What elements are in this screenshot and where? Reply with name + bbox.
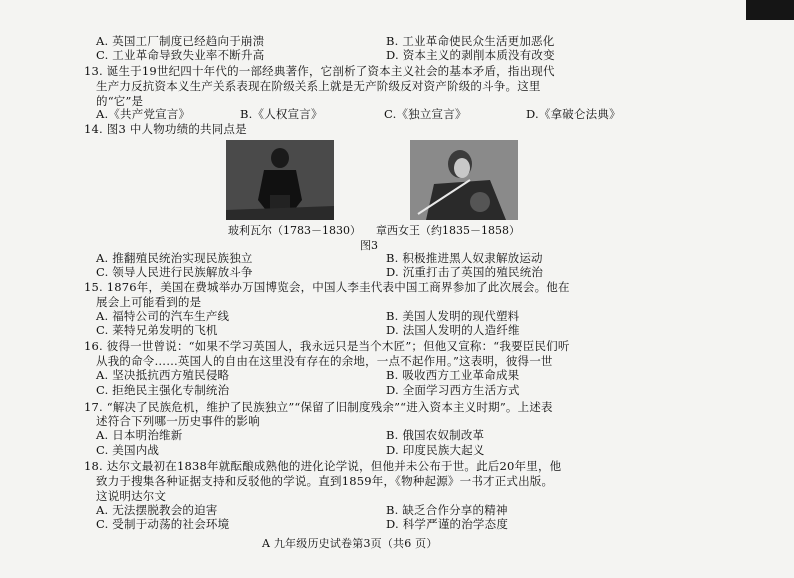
q17-stem-line-1: 17. “解决了民族危机，维护了民族独立”“保留了旧制度残余”“进入资本主义时期”。上述表 bbox=[84, 400, 553, 414]
q18-option-b: B. 缺乏合作分享的精神 bbox=[386, 503, 508, 517]
q12-option-d: D. 资本主义的剥削本质没有改变 bbox=[386, 48, 555, 62]
q16-stem-line-1: 16. 彼得一世曾说：“如果不学习英国人，我永远只是当个木匠”；但他又宣称：“我要臣民们听 bbox=[84, 339, 570, 353]
q13-stem-line-1: 13. 诞生于19世纪四十年代的一部经典著作，它剖析了资本主义社会的基本矛盾，指出现代 bbox=[84, 64, 555, 78]
q14-option-a: A. 推翻殖民统治实现民族独立 bbox=[96, 251, 253, 265]
q17-option-d: D. 印度民族大起义 bbox=[386, 443, 485, 457]
q15-option-b: B. 美国人发明的现代塑料 bbox=[386, 309, 520, 323]
q17-option-b: B. 俄国农奴制改革 bbox=[386, 428, 485, 442]
q13-option-d: D.《拿破仑法典》 bbox=[526, 107, 621, 121]
q13-option-b: B.《人权宣言》 bbox=[240, 107, 323, 121]
q17-option-c: C. 美国内战 bbox=[96, 443, 160, 457]
q13-option-c: C.《独立宣言》 bbox=[384, 107, 467, 121]
q14-stem: 14. 图3 中人物功绩的共同点是 bbox=[84, 122, 247, 136]
q17-stem-line-2: 述符合下列哪一历史事件的影响 bbox=[96, 414, 260, 428]
page-footer: A 九年级历史试卷第3页（共6 页） bbox=[262, 537, 438, 550]
q12-option-b: B. 工业革命使民众生活更加恶化 bbox=[386, 34, 555, 48]
q14-caption-bolivar: 玻利瓦尔（1783－1830） bbox=[228, 224, 361, 237]
q15-stem-line-1: 15. 1876年，美国在费城举办万国博览会，中国人李圭代表中国工商界参加了此次展会。他在 bbox=[84, 280, 570, 294]
q14-option-c: C. 领导人民进行民族解放斗争 bbox=[96, 265, 253, 279]
rani-of-jhansi-portrait bbox=[410, 140, 518, 220]
q15-option-d: D. 法国人发明的人造纤维 bbox=[386, 323, 520, 337]
q14-option-d: D. 沉重打击了英国的殖民统治 bbox=[386, 265, 544, 279]
q15-stem-line-2: 展会上可能看到的是 bbox=[96, 295, 202, 309]
scan-corner-mark bbox=[746, 0, 794, 20]
q16-option-b: B. 吸收西方工业革命成果 bbox=[386, 368, 520, 382]
q12-option-a: A. 英国工厂制度已经趋向于崩溃 bbox=[96, 34, 265, 48]
q18-option-c: C. 受制于动荡的社会环境 bbox=[96, 517, 230, 531]
q14-caption-rani: 章西女王（约1835－1858） bbox=[376, 224, 520, 237]
q17-option-a: A. 日本明治维新 bbox=[96, 428, 183, 442]
q18-option-d: D. 科学严谨的治学态度 bbox=[386, 517, 509, 531]
q18-stem-line-2: 致力于搜集各种证据支持和反驳他的学说。直到1859年，《物种起源》一书才正式出版。 bbox=[96, 474, 554, 488]
q13-stem-line-3: 的“它”是 bbox=[96, 94, 144, 108]
q16-option-c: C. 拒绝民主强化专制统治 bbox=[96, 383, 230, 397]
q14-figure-label: 图3 bbox=[360, 239, 378, 252]
q12-option-c: C. 工业革命导致失业率不断升高 bbox=[96, 48, 265, 62]
q16-option-a: A. 坚决抵抗西方殖民侵略 bbox=[96, 368, 230, 382]
q18-option-a: A. 无法摆脱教会的迫害 bbox=[96, 503, 218, 517]
bolivar-portrait bbox=[226, 140, 334, 220]
q16-option-d: D. 全面学习西方生活方式 bbox=[386, 383, 520, 397]
q13-stem-line-2: 生产力反抗资本义生产关系表现在阶级关系上就是无产阶级反对资产阶级的斗争。这里 bbox=[96, 79, 541, 93]
q18-stem-line-3: 这说明达尔文 bbox=[96, 489, 167, 503]
q16-stem-line-2: 从我的命令……英国人的自由在这里没有存在的余地，一点不起作用。”这表明，彼得一世 bbox=[96, 354, 553, 368]
q13-option-a: A.《共产党宣言》 bbox=[96, 107, 191, 121]
q18-stem-line-1: 18. 达尔文最初在1838年就酝酿成熟他的进化论学说，但他并未公布于世。此后20年里，他 bbox=[84, 459, 562, 473]
q15-option-c: C. 莱特兄弟发明的飞机 bbox=[96, 323, 218, 337]
q14-option-b: B. 积极推进黑人奴隶解放运动 bbox=[386, 251, 543, 265]
q15-option-a: A. 福特公司的汽车生产线 bbox=[96, 309, 230, 323]
